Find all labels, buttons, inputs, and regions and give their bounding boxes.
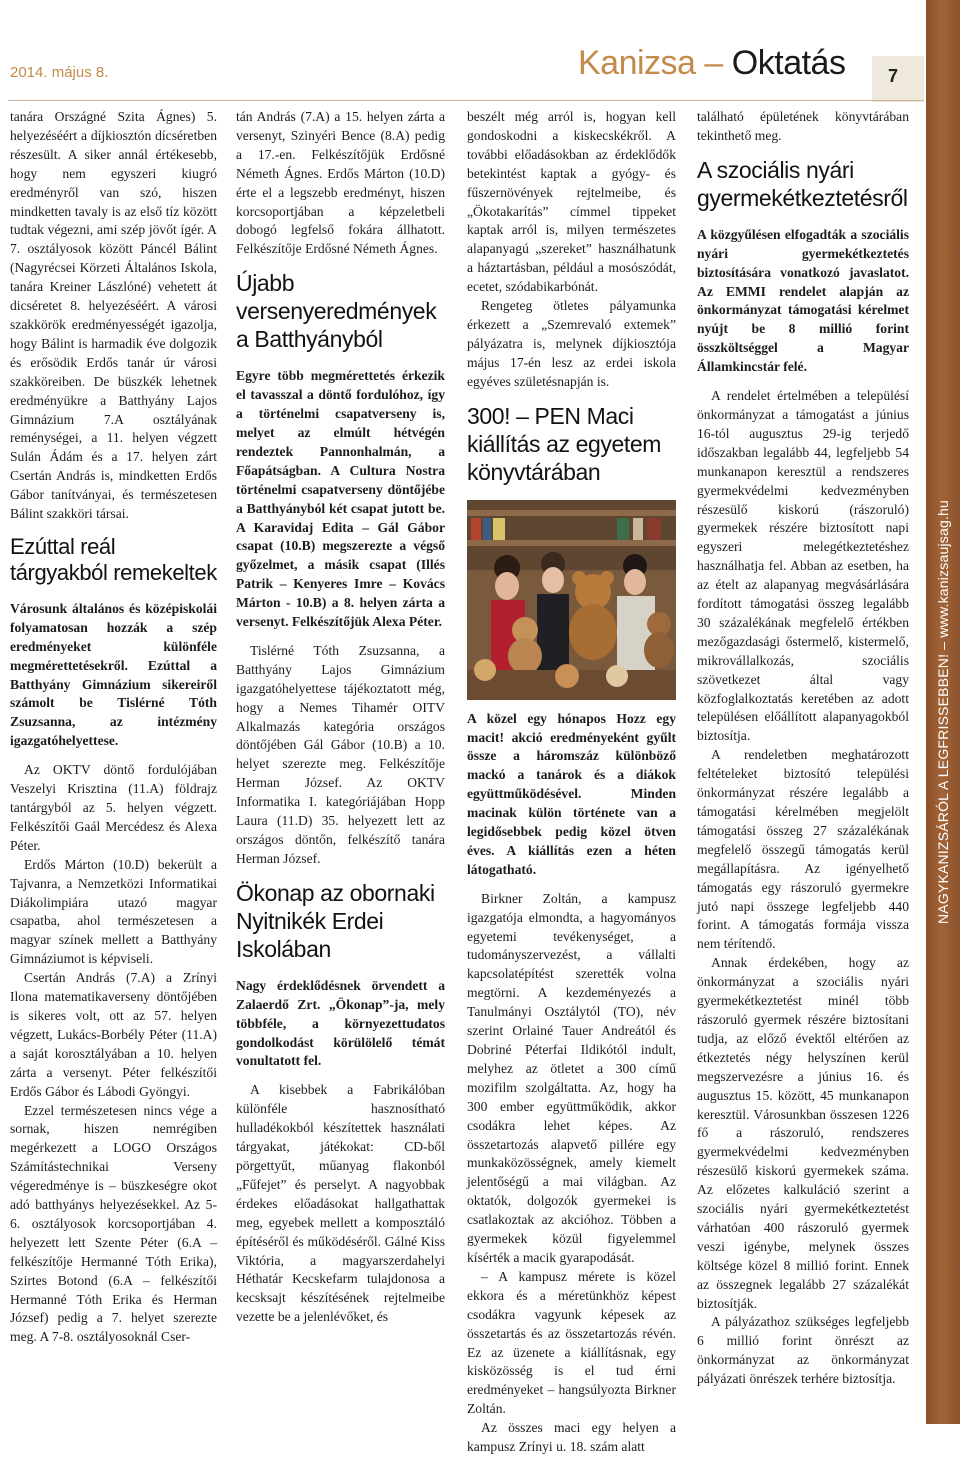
page-number: 7	[888, 66, 899, 86]
page-header	[0, 0, 924, 100]
article-text: beszélt még arról is, hogyan kell gondoskodni a kiskecskékről. A további előadásokban az érdeklődők betekintést kaptak a gyógy- és fűszernövények rejtelmeibe, és „Ökotakarítás” címmel tippeket kaptak arról is, milyen természetes alapanyagú „szereket” használhatunk a háztartásban, például a mosószódát, ecetet, szódabikarbónát.	[467, 109, 676, 295]
column-1	[10, 108, 217, 1347]
article-text: Erdős Márton (10.D) bekerült a Tajvanra, a Nemzetközi Informatikai Diákolimpiára utazó magyar csapatba, ahol természetesen a magyar színek mellett a Batthyány Gimnáziumot is képviseli.	[10, 856, 217, 967]
header-rule	[8, 100, 924, 101]
article-text: A pályázathoz szükséges legfeljebb 6 millió forint önrészt az önkormányzat az önkormányzat pályázati önrészek terhére biztosítja.	[697, 1314, 909, 1387]
article-lead: Városunk általános és középiskolái folyamatosan hozzák a szép eredményeket különféle megmérettetésekről. Ezúttal a Batthyány Gimnázium sikereiről számolt be Tislérné Tóth Zsuzsanna, az intézmény igazgatóhelyettese.	[10, 600, 217, 749]
article-lead: Egyre több megmérettetés érkezik el tavasszal a döntő fordulóhoz, így a történelmi csapatverseny is, melyet az elmúlt hétvégén rendeztek Pannonhalmán, a Főapátságban. A Cultura Nostra történelmi csapatverseny döntőjébe a Batthyányból két csapat jutott be. A Karavidaj Edita – Gál Gábor csapat (10.B) megszerezte a végső győzelmet, a másik csapat (Illés Patrik – Kenyeres Imre – Kovács Márton - 10.B) a 8. helyen zárta a versenyt. Felkészítőjük Alexa Péter.	[236, 368, 445, 630]
article-heading: Újabb versenyeredmények a Batthyányból	[236, 270, 437, 353]
issue-date: 2014. május 8.	[10, 64, 109, 81]
article-lead: A közel egy hónapos Hozz egy macit! akció eredményeként gyűlt össze a háromszáz különböző mackó a tanárok és a diákok együttműködésével. Minden macinak külön története van a legidősebbek pedig közel ötven éves. A kiállítás ezen a héten látogatható.	[467, 710, 676, 877]
article-text: Ezzel természetesen nincs vége a sornak, hiszen nemrégiben megérkezett a LOGO Országos Számítástechnikai Verseny végeredménye is – büszkeségre okot adó batthyánys helyezésekkel. Az 5-6. osztályosok korcsoportjában 4. helyezett lett Szente Péter (6.A – felkészítője Hermanné Tóth Erika), Szirtes Botond (6.A – felkészítői Hermanné Tóth Erika és Herman József) pedig a 7. helyet szerezte meg. A 7-8. osztályosoknál Cser-	[10, 1102, 217, 1345]
section-name: Oktatás	[731, 44, 846, 82]
article-text: A rendelet értelmében a településí önkormányzat a támogatást a június 16-tól augusztus 29-ig terjedő időszakban legalább 44, legfeljebb 54 munkanapon keresztül a rendszeres gyermekvédelmi kedvezményben részesülő kiskorú (rászoruló) gyermekek részére biztosított napi egyszeri melegétkeztetéshez használhatja fel. Abban az esetben, ha az ételt az alapanyag megvásárlására fordított támogatási összeg legalább 30 százalékának megfelelő értékben mezőgazdasági őstermelő, kistermelő, mikrovállalkozás, szociális szövetkezet által vagy közfoglalkoztatás keretében az adott településen előállított alapanyagokból biztosítja.	[697, 388, 909, 744]
article-lead: A közgyűlésen elfogadták a szociális nyári gyermekétkeztetés biztosítására vonatkozó javaslatot. Az EMMI rendelet alapján az önkormányzat támogatási kérelmet nyújt be 8 millió forint összköltséggel a Magyar Államkincstár felé.	[697, 226, 909, 375]
article-text: Birkner Zoltán, a kampusz igazgatója elmondta, a hagyományos egyetemi tevékenységet, a tudományszervezést, a vállalti kapcsolatépítést szerették volna megtörni. A kezdeményezés a Tanulmányi Osztálytól (TO), név szerint Orlainé Tauer Andreától és Dobriné Péterfai Ildikótól indult, melyhez az ötletet a 300 című mozifilm szolgáltatta. Az, hogy ha 300 ember együttműködik, akkor csodákra lehet képes. Az összetartozás alapvető pillére egy munkaközösségnek, amely kiemelt jelentőségű a mai világban. Az oktatók, dolgozók gyermekei is csatlakoztak az akcióhoz. Többen a gyermekek közül figyelemmel kísérték a macik gyarapodását.	[467, 890, 676, 1265]
photo-illustration	[467, 500, 676, 700]
article-text: – A kampusz mérete is közel ekkora és a méretünkhöz képest csodákra vagyunk képesek az összetartás és az összetartozás révén. Ez az üzenete a kiállításnak, egy kisközösség is el tud érni eredményeket – hangsúlyozta Birkner Zoltán.	[467, 1268, 676, 1417]
article-text: Annak érdekében, hogy az önkormányzat a szociális nyári gyermekétkeztetést minél több rászoruló gyermek részére biztosítani tudja, az előző évektől eltérően az étkeztetés négy helyszínen kerül megszervezésre a június 16. és augusztus 15. között, 45 munkanapon keresztül. Városunkban összesen 1226 fő a rászoruló, rendszeres gyermekvédelmi kedvezményben részesülő kiskorú gyermekek száma. Az előzetes kalkuláció szerint a szociális nyári gyermekétkeztetést várhatóan 400 rászoruló gyermek veszi igénybe, melynek összes költsége közel 8 millió forint. Ennek az összegnek legalább 27 százalékát biztosítják.	[697, 955, 909, 1311]
section-title	[578, 44, 845, 83]
article-text: Csertán András (7.A) a Zrínyi Ilona matematikaverseny döntőjében is sikeres volt, ott az 57. helyen végzett, Lukács-Borbély Péter (11.A) a saját korosztályában a 10. helyen zárta a versenyt. Péter felkészítői Erdős Gábor és Lábodi Gyöngyi.	[10, 970, 217, 1099]
column-2	[236, 108, 445, 1327]
article-text: található épületének könyvtárában tekinthető meg.	[697, 109, 909, 143]
brand-dash: –	[704, 44, 723, 82]
article-heading: 300! – PEN Maci kiállítás az egyetem könyvtárában	[467, 402, 661, 485]
brand-name: Kanizsa	[578, 44, 696, 82]
article-heading: Ezúttal reál tárgyakból remekeltek	[10, 533, 217, 585]
article-text: tán András (7.A) a 15. helyen zárta a versenyt, Szinyéri Bence (8.A) pedig a 17.-en. Felkészítőjük Erdősné Németh Ágnes. Erdős Márton (10.D) érte el a legszebb eredményt, hiszen korcsoportjában a képzeletbeli dobogó legfelső fokára állhatott. Felkészítője Erdősné Németh Ágnes.	[236, 109, 445, 257]
article-text: Az összes maci egy helyen a kampusz Zrínyi u. 18. szám alatt	[467, 1420, 676, 1455]
column-3	[467, 108, 676, 1457]
article-lead: Nagy érdeklődésnek örvendett a Zalaerdő Zrt. „Ökonap”-ja, mely többféle, a környezettudatos gondolkodást körülölelő témát vonultatott fel.	[236, 977, 445, 1069]
article-text: Tislérné Tóth Zsuzsanna, a Batthyány Lajos Gimnázium igazgatóhelyettese tájékoztatott még, hogy a Nemes Tihamér OITV Alkalmazás kategória országos döntőjében Gál Gábor (10.B) a 10. helyet szerezte meg. Felkészítője Herman József. Az OKTV Informatika I. kategóriájában Hopp Laura (11.D) 35. helyezett lett az országos döntőn, felkészítő tanára Herman József.	[236, 642, 445, 866]
article-text: A kisebbek a Fabrikálóban különféle hasznosítható hulladékokból készítettek használati tárgyakat, játékokat: CD-ből pörgettyűt, műanyag flakonból „Fűfejet” és perselyt. A nagyobbak érdekes előadásokat hallgathattak meg, egyebek mellett a komposztáló építéséről és működéséről. Gálné Kiss Viktória, a magyarszerdahelyi Héthatár Kecskefarm tulajdonosa a kecsksajt készítésének rejtelmeibe vezette be a jelenlévőket, és	[236, 1082, 445, 1325]
column-4	[697, 108, 909, 1389]
article-text: A rendeletben meghatározott feltételeket biztosító települési önkormányzat részére legalább a támogatási kérelmében megjelölt támogatási összeg 27 százalékának megfelelő összegű támogatás kerül megállapításra. Az igényelhető támogatás egy rászoruló gyermekre jutó napi összege legfeljebb 440 forint. A támogatás formája vissza nem térítendő.	[697, 747, 909, 952]
article-heading: A szociális nyári gyermekétkeztetésről	[697, 156, 908, 211]
article-text: Az OKTV döntő fordulójában Veszelyi Krisztina (11.A) földrajz tantárgyból az 5. helyen végzett. Felkészítői Gaál Mercédesz és Alexa Péter.	[10, 762, 217, 853]
side-banner-text: NAGYKANIZSÁRÓL A LEGFRISSEBBEN! – www.kanizsaujsag.hu	[935, 499, 951, 925]
article-text: tanára Országné Szita Ágnes) 5. helyezéséért a díjkiosztón dícséretben részesült. A siker annál értékesebb, hogy nem egyszeri kiugró eredményről van szó, hiszen mindketten tavaly is az első tíz között tudtak végezni, ami szép jövőt ígér. A 7. osztályosok között Páncél Bálint (Nagyrécsei Körzeti Általános Iskola, tanára Kreiner Lászlóné) vehetett át dicséretet 8. helyezéséért. A városi szakkörök eredményességét igazolja, hogy Bálint is harmadik éve dolgozik és erősödik Erdős tanár úr városi szakköreiben. De büszkék lehetnek eredményükre a Batthyány Lajos Gimnázium 7.A osztályának reménységei, a 11. helyen végzett Sulán Ádám és a 17. helyen zárt Csertán András is, mindketten Erdős Gábor tanítványai, és természetesen Bálint szakköri társai.	[10, 109, 217, 522]
teddy-bear-photo	[467, 500, 676, 700]
article-heading: Ökonap az obornaki Nyitnikék Erdei Iskolában	[236, 879, 435, 962]
article-text: Rengeteg ötletes pályamunka érkezett a „Szemrevaló extemek” pályázatra is, melynek díjkiosztója május 17-én lesz az erdei iskola egyéves születésnapján is.	[467, 298, 676, 389]
